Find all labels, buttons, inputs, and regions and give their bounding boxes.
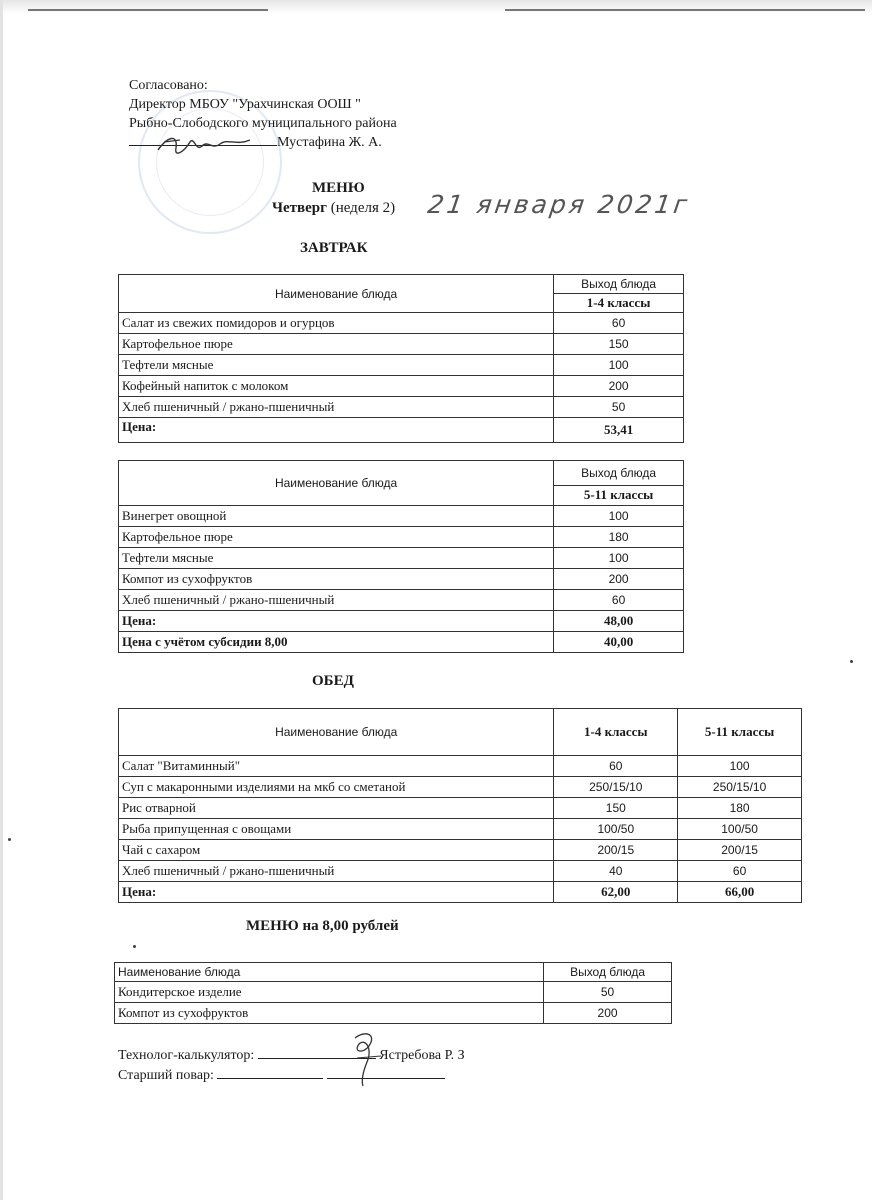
dish-name: Картофельное пюре — [119, 527, 554, 548]
dish-output: 60 — [554, 313, 684, 334]
scan-edge-top — [0, 0, 872, 14]
dish-output-5-11: 100 — [678, 756, 802, 777]
breakfast-title: ЗАВТРАК — [300, 240, 368, 256]
dish-name: Хлеб пшеничный / ржано-пшеничный — [119, 861, 554, 882]
col-output: Выход блюда — [544, 963, 672, 982]
subheader-grades: 1-4 классы — [554, 294, 684, 313]
dish-name: Кондитерское изделие — [115, 982, 544, 1003]
table-row — [119, 777, 802, 798]
dish-name: Рыба припущенная с овощами — [119, 819, 554, 840]
technologist-label: Технолог-калькулятор: — [118, 1048, 255, 1063]
dish-output: 200 — [554, 376, 684, 397]
handwritten-date: 21 января 2021г — [425, 190, 692, 219]
price-value: 53,41 — [554, 418, 684, 443]
col-dish-name: Наименование блюда — [119, 709, 554, 756]
dish-output-1-4: 60 — [554, 756, 678, 777]
subsidy-price-value: 40,00 — [554, 632, 684, 653]
dish-output-5-11: 250/15/10 — [678, 777, 802, 798]
lunch-title: ОБЕД — [312, 673, 354, 689]
dish-output: 60 — [554, 590, 684, 611]
director-signature — [150, 128, 260, 162]
table-row — [119, 397, 684, 418]
approval-line-3: Рыбно-Слободского муниципального района — [129, 116, 397, 131]
price-label: Цена: — [119, 418, 554, 443]
cook-line — [118, 1066, 445, 1084]
dish-name: Чай с сахаром — [119, 840, 554, 861]
dish-output: 200 — [544, 1003, 672, 1024]
dish-output: 150 — [554, 334, 684, 355]
table-row — [119, 819, 802, 840]
dish-output-1-4: 250/15/10 — [554, 777, 678, 798]
col-output: Выход блюда — [554, 461, 684, 486]
signature-line — [217, 1066, 323, 1079]
dish-output: 100 — [554, 506, 684, 527]
dish-output-1-4: 150 — [554, 798, 678, 819]
dish-name: Хлеб пшеничный / ржано-пшеничный — [119, 397, 554, 418]
table-row — [115, 982, 672, 1003]
table-row — [119, 590, 684, 611]
col-dish-name: Наименование блюда — [119, 275, 554, 313]
menu-8-title: МЕНЮ на 8,00 рублей — [246, 918, 399, 934]
dish-output: 180 — [554, 527, 684, 548]
dish-output-5-11: 60 — [678, 861, 802, 882]
dish-name: Салат из свежих помидоров и огурцов — [119, 313, 554, 334]
dish-name: Суп с макаронными изделиями на мкб со сметаной — [119, 777, 554, 798]
dish-output-5-11: 180 — [678, 798, 802, 819]
dish-name: Рис отварной — [119, 798, 554, 819]
breakfast-table-5-11 — [118, 460, 684, 653]
price-value-5-11: 66,00 — [678, 882, 802, 903]
approval-line-2: Директор МБОУ "Урахчинская ООШ " — [129, 97, 361, 112]
dish-name: Компот из сухофруктов — [115, 1003, 544, 1024]
dish-name: Кофейный напиток с молоком — [119, 376, 554, 397]
col-dish-name: Наименование блюда — [119, 461, 554, 506]
approval-line-1: Согласовано: — [129, 78, 208, 93]
table-row — [119, 355, 684, 376]
price-row — [119, 418, 684, 443]
dish-output-1-4: 40 — [554, 861, 678, 882]
scan-line-artifact — [505, 9, 865, 11]
col-grades-1-4: 1-4 классы — [554, 709, 678, 756]
price-row — [119, 882, 802, 903]
menu-8-table — [114, 962, 672, 1024]
col-dish-name: Наименование блюда — [115, 963, 544, 982]
table-row — [119, 376, 684, 397]
dish-output: 50 — [554, 397, 684, 418]
subheader-grades: 5-11 классы — [554, 485, 684, 505]
day-line — [272, 200, 395, 217]
speck — [850, 660, 853, 663]
technologist-signature — [335, 1028, 395, 1090]
scan-edge-left — [0, 0, 3, 1200]
table-row — [119, 840, 802, 861]
table-row — [119, 334, 684, 355]
breakfast-table-1-4 — [118, 274, 684, 443]
dish-name: Тефтели мясные — [119, 548, 554, 569]
table-row — [119, 798, 802, 819]
dish-name: Компот из сухофруктов — [119, 569, 554, 590]
table-row — [119, 527, 684, 548]
price-row — [119, 611, 684, 632]
table-row — [119, 548, 684, 569]
price-label: Цена: — [119, 611, 554, 632]
dish-name: Картофельное пюре — [119, 334, 554, 355]
day-name: Четверг — [272, 200, 327, 216]
price-label: Цена: — [119, 882, 554, 903]
table-row — [115, 1003, 672, 1024]
speck — [8, 838, 11, 841]
dish-name: Хлеб пшеничный / ржано-пшеничный — [119, 590, 554, 611]
scan-line-artifact — [28, 9, 268, 11]
dish-output: 50 — [544, 982, 672, 1003]
table-row — [119, 506, 684, 527]
table-row — [119, 569, 684, 590]
speck — [133, 945, 136, 948]
approval-signer: Мустафина Ж. А. — [277, 135, 382, 150]
technologist-line — [118, 1046, 465, 1064]
table-row — [119, 313, 684, 334]
dish-output-1-4: 100/50 — [554, 819, 678, 840]
lunch-table — [118, 708, 802, 903]
week-number: (неделя 2) — [330, 200, 396, 216]
col-output: Выход блюда — [554, 275, 684, 294]
dish-output-1-4: 200/15 — [554, 840, 678, 861]
subsidy-price-row — [119, 632, 684, 653]
subsidy-label: Цена с учётом субсидии 8,00 — [119, 632, 554, 653]
menu-title: МЕНЮ — [312, 180, 365, 196]
dish-name: Тефтели мясные — [119, 355, 554, 376]
dish-output: 100 — [554, 355, 684, 376]
technologist-name: Ястребова Р. З — [379, 1048, 465, 1063]
dish-output-5-11: 200/15 — [678, 840, 802, 861]
col-grades-5-11: 5-11 классы — [678, 709, 802, 756]
table-row — [119, 756, 802, 777]
table-row — [119, 861, 802, 882]
dish-output: 200 — [554, 569, 684, 590]
dish-output-5-11: 100/50 — [678, 819, 802, 840]
dish-name: Салат "Витаминный" — [119, 756, 554, 777]
price-value: 48,00 — [554, 611, 684, 632]
price-value-1-4: 62,00 — [554, 882, 678, 903]
dish-name: Винегрет овощной — [119, 506, 554, 527]
dish-output: 100 — [554, 548, 684, 569]
cook-label: Старший повар: — [118, 1068, 214, 1083]
